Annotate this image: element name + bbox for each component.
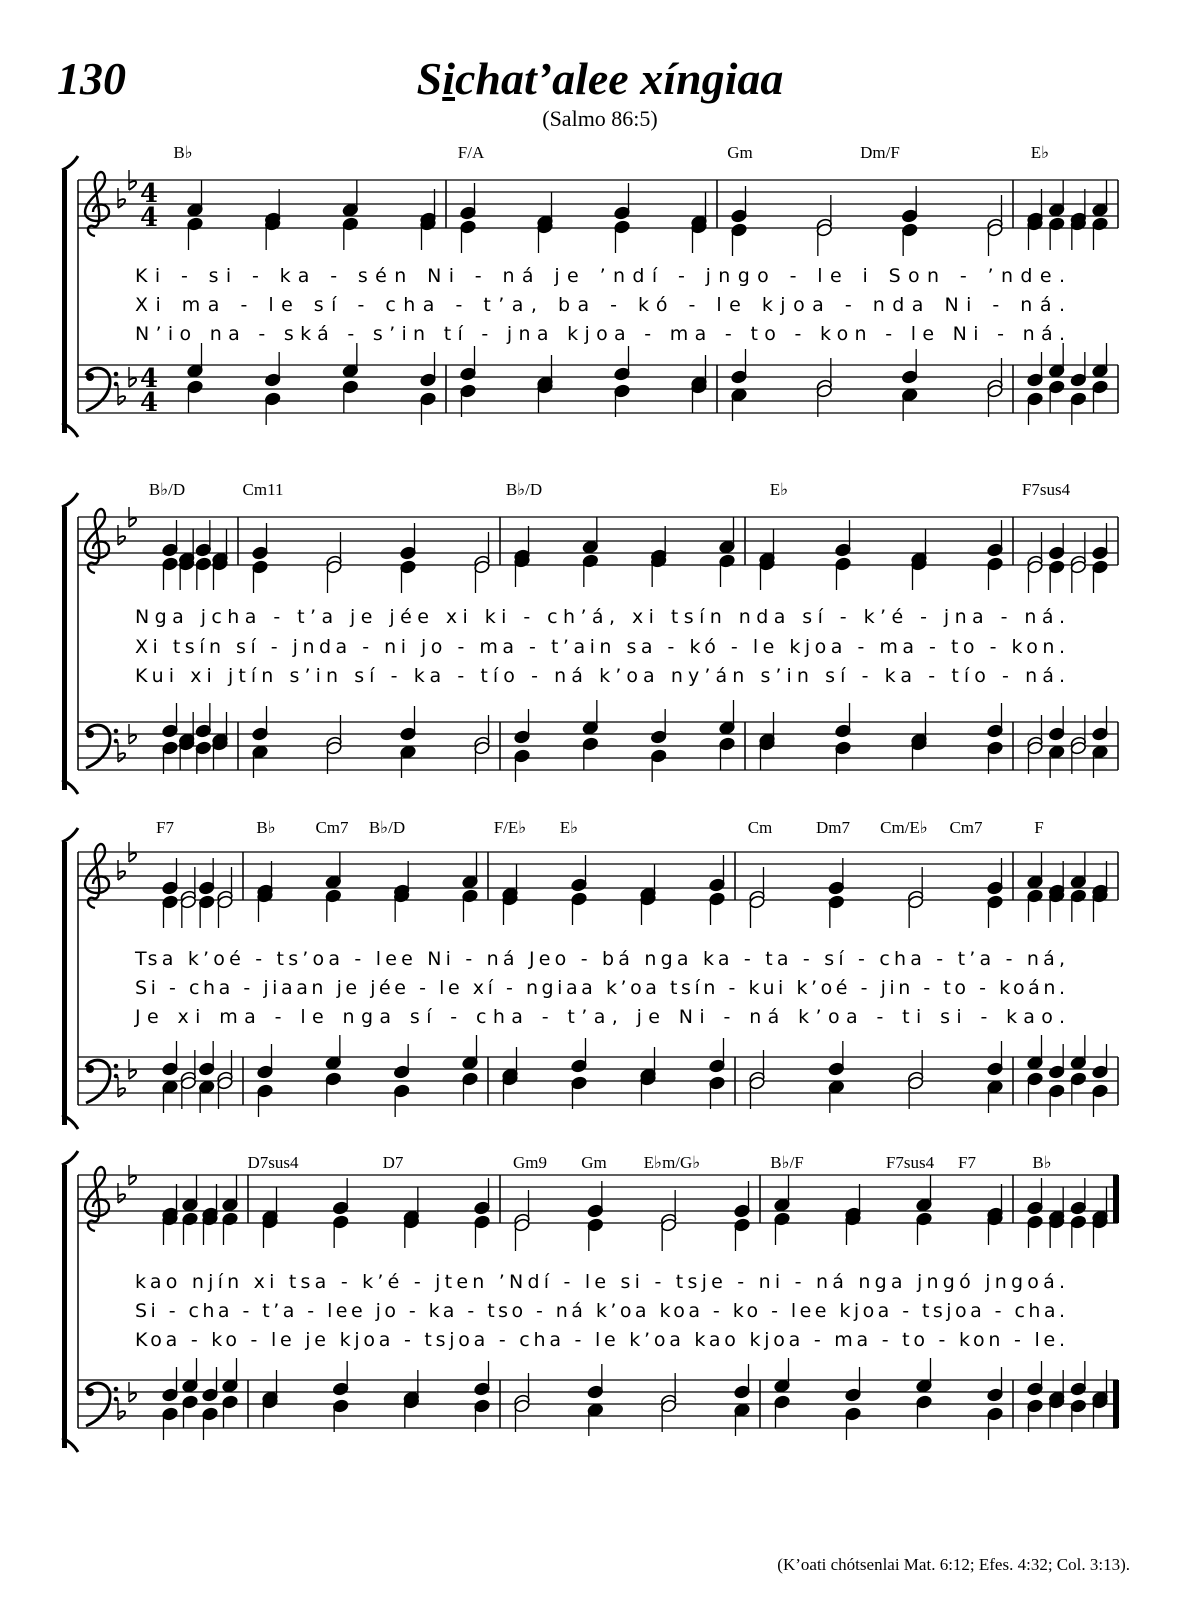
chord-symbol: F	[1034, 818, 1044, 837]
bass-note	[759, 737, 776, 770]
soprano-note	[182, 1175, 199, 1212]
alto-note	[403, 1215, 420, 1248]
alto-note	[719, 554, 736, 587]
alto-note	[774, 1212, 791, 1245]
chord-symbol: F/A	[457, 143, 485, 162]
tenor-note	[916, 1358, 933, 1393]
bass-note	[734, 1403, 751, 1436]
flat-sign-icon	[118, 385, 125, 405]
tenor-note	[731, 349, 748, 384]
tenor-note	[1092, 1044, 1109, 1079]
chord-symbol: B♭	[173, 143, 193, 162]
tenor-note	[325, 1035, 342, 1070]
bass-note	[325, 1072, 342, 1105]
bass-note	[911, 737, 928, 770]
alto-note	[731, 223, 748, 256]
tenor-note	[332, 1361, 349, 1396]
lyric-line-verse-1: Tsa k’oé - ts’oa - lee Ni - ná Jeo - bá nga ka - ta - sí - cha - t’a - ná,	[135, 948, 1065, 970]
svg-text:4: 4	[140, 203, 159, 233]
chord-symbol: Cm/E♭	[880, 818, 928, 837]
alto-note	[987, 895, 1004, 928]
soprano-note	[332, 1178, 349, 1215]
bass-note	[1027, 392, 1044, 425]
tenor-note	[987, 1041, 1004, 1076]
bass-note	[400, 745, 417, 778]
alto-note	[162, 895, 179, 928]
time-signature	[140, 179, 158, 233]
bass-note	[987, 1080, 1004, 1113]
alto-note	[420, 217, 437, 250]
alto-note	[195, 557, 212, 590]
system-bracket	[62, 170, 67, 433]
tenor-note	[195, 703, 212, 738]
alto-note	[222, 1212, 239, 1245]
alto-note	[325, 889, 342, 922]
flat-sign-icon	[118, 1183, 125, 1203]
tenor-note	[1027, 352, 1044, 387]
alto-note	[1070, 217, 1087, 250]
tenor-note	[342, 343, 359, 378]
bass-note	[1070, 392, 1087, 425]
tenor-note	[1027, 1361, 1044, 1396]
alto-note	[987, 1212, 1004, 1245]
alto-note	[264, 217, 281, 250]
tenor-note	[828, 1041, 845, 1076]
svg-text:4: 4	[140, 388, 159, 418]
alto-note	[187, 217, 204, 250]
tenor-note	[252, 706, 269, 741]
alto-note	[342, 217, 359, 250]
footnote: (K’oati chótsenlai Mat. 6:12; Efes. 4:32; Col. 3:13).	[777, 1555, 1130, 1574]
chord-symbol: Cm11	[242, 480, 284, 499]
tenor-note	[202, 1367, 219, 1402]
bass-note	[178, 737, 195, 770]
alto-note	[660, 1218, 677, 1251]
alto-note	[709, 892, 726, 925]
final-barline	[1113, 1175, 1119, 1223]
soprano-note	[719, 517, 736, 554]
alto-note	[178, 557, 195, 590]
title-underlined-letter: i	[442, 53, 455, 104]
tenor-note	[709, 1038, 726, 1073]
alto-note	[1092, 889, 1109, 922]
alto-note	[514, 1218, 531, 1251]
bass-note	[342, 380, 359, 413]
bass-note	[502, 1072, 519, 1105]
tenor-note	[1092, 343, 1109, 378]
bass-note	[182, 1395, 199, 1428]
final-barline	[1113, 1380, 1119, 1428]
tenor-note	[835, 703, 852, 738]
bass-note	[1092, 1395, 1109, 1428]
alto-note	[180, 895, 197, 928]
soprano-note	[460, 183, 477, 220]
tenor-note	[514, 709, 531, 744]
alto-note	[571, 892, 588, 925]
chord-symbol: Cm7	[949, 818, 983, 837]
alto-note	[212, 557, 229, 590]
bass-note	[162, 1080, 179, 1113]
bass-note	[582, 737, 599, 770]
bass-note	[916, 1395, 933, 1428]
chord-symbol: Cm	[747, 818, 773, 837]
tenor-note	[264, 352, 281, 387]
bass-note	[1027, 1072, 1044, 1105]
alto-note	[502, 892, 519, 925]
tenor-note	[1092, 706, 1109, 741]
title-part: chat’alee xíngiaa	[455, 53, 784, 104]
tenor-note	[420, 352, 437, 387]
tenor-note	[162, 1041, 179, 1076]
alto-note	[1027, 560, 1044, 593]
tenor-note	[587, 1364, 604, 1399]
alto-note	[691, 220, 708, 253]
alto-note	[474, 1215, 491, 1248]
alto-note	[217, 895, 234, 928]
soprano-note	[474, 1178, 491, 1215]
soprano-note	[325, 852, 342, 889]
alto-note	[393, 889, 410, 922]
bass-note	[252, 745, 269, 778]
bass-note	[1092, 1084, 1109, 1117]
soprano-note	[162, 520, 179, 557]
flat-sign-icon	[118, 188, 125, 208]
chord-symbol: F7	[958, 1153, 976, 1172]
alto-note	[749, 895, 766, 928]
lyric-line-verse-1: kao njín xi tsa - k’é - jten ’Ndí - le si - tsje - ni - ná nga jngó jngoá.	[134, 1271, 1066, 1293]
lyric-line-verse-2: Xi tsín sí - jnda - ni jo - ma - t’ain sa - kó - le kjoa - ma - to - kon.	[134, 636, 1066, 658]
bracket-top	[62, 828, 78, 842]
bass-note	[845, 1407, 862, 1440]
tenor-note	[393, 1044, 410, 1079]
tenor-note	[719, 700, 736, 735]
chord-symbol: Cm7	[315, 818, 349, 837]
flat-sign-icon	[118, 742, 125, 762]
bass-note	[262, 1395, 279, 1428]
alto-note	[907, 895, 924, 928]
chord-symbol: B♭/D	[368, 818, 406, 837]
soprano-note	[835, 520, 852, 557]
tenor-note	[400, 706, 417, 741]
lyric-line-verse-2: Si - cha - t’a - lee jo - ka - tso - ná k’oa koa - ko - lee kjoa - tsjoa - cha.	[135, 1300, 1065, 1322]
alto-note	[1070, 560, 1087, 593]
alto-note	[835, 557, 852, 590]
bass-note	[1048, 1395, 1065, 1428]
bass-note	[587, 1403, 604, 1436]
system-bracket	[62, 842, 67, 1125]
chord-symbol: E♭	[769, 480, 789, 499]
chord-symbol: E♭m/G♭	[643, 1153, 701, 1172]
bass-note	[774, 1395, 791, 1428]
bracket-top	[62, 156, 78, 170]
alto-note	[1070, 889, 1087, 922]
flat-sign-icon	[118, 1400, 125, 1420]
lyric-line-verse-3: Je xi ma - le nga sí - cha - t’a, je Ni - ná k’oa - ti si - kao.	[135, 1006, 1066, 1028]
alto-note	[987, 557, 1004, 590]
lyric-line-verse-3: N’io na - ská - s’in tí - jna kjoa - ma - to - kon - le Ni - ná.	[134, 323, 1066, 345]
chord-symbol: B♭	[1032, 1153, 1052, 1172]
alto-note	[252, 560, 269, 593]
tenor-note	[162, 703, 179, 738]
alto-note	[845, 1212, 862, 1245]
lyric-line-verse-1: Nga jcha - t’a je jée xi ki - ch’á, xi tsín nda sí - k’é - jna - ná.	[135, 606, 1065, 628]
system-bracket	[62, 507, 67, 790]
alto-note	[1092, 560, 1109, 593]
alto-note	[400, 560, 417, 593]
alto-note	[640, 892, 657, 925]
alto-note	[1070, 1215, 1087, 1248]
chord-symbol: B♭/D	[505, 480, 543, 499]
lyric-line-verse-3: Koa - ko - le je kjoa - tsjoa - cha - le k’oa kao kjoa - ma - to - kon - le.	[135, 1329, 1066, 1351]
tenor-note	[460, 346, 477, 381]
bass-note	[1048, 745, 1065, 778]
soprano-note	[571, 855, 588, 892]
soprano-note	[582, 517, 599, 554]
bass-note	[719, 737, 736, 770]
tenor-note	[462, 1035, 479, 1070]
tenor-note	[198, 1041, 215, 1076]
chord-symbol: Gm9	[513, 1153, 547, 1172]
bass-note	[264, 392, 281, 425]
tenor-note	[901, 349, 918, 384]
alto-note	[901, 223, 918, 256]
soprano-note	[1070, 852, 1087, 889]
alto-note	[1027, 217, 1044, 250]
bass-note	[162, 1407, 179, 1440]
alto-note	[916, 1212, 933, 1245]
bass-note	[420, 392, 437, 425]
bass-note	[537, 380, 554, 413]
chord-symbol: Dm/F	[860, 143, 900, 162]
bass-note	[731, 388, 748, 421]
alto-note	[462, 889, 479, 922]
alto-note	[1092, 1215, 1109, 1248]
soprano-note	[195, 520, 212, 557]
alto-note	[1048, 560, 1065, 593]
svg-text:4: 4	[140, 179, 159, 209]
bass-note	[828, 1080, 845, 1113]
chord-symbol: Dm7	[816, 818, 850, 837]
soprano-note	[1048, 180, 1065, 217]
soprano-note	[614, 183, 631, 220]
bass-note	[901, 388, 918, 421]
bracket-top	[62, 493, 78, 507]
chord-symbol: D7	[382, 1153, 404, 1172]
bass-note	[198, 1080, 215, 1113]
flat-sign-icon	[118, 525, 125, 545]
chord-symbol: B♭	[256, 818, 276, 837]
bass-note	[187, 380, 204, 413]
tenor-note	[257, 1044, 274, 1079]
tenor-note	[987, 703, 1004, 738]
soprano-note	[774, 1175, 791, 1212]
bass-note	[403, 1395, 420, 1428]
soprano-note	[1027, 852, 1044, 889]
soprano-note	[1027, 1178, 1044, 1215]
tenor-note	[571, 1038, 588, 1073]
tenor-note	[1048, 343, 1065, 378]
tenor-note	[187, 343, 204, 378]
lyric-line-verse-3: Kui xi jtín s’in sí - ka - tío - ná k’oa ny’án s’in sí - ka - tío - ná.	[135, 665, 1066, 687]
soprano-note	[462, 852, 479, 889]
tenor-note	[1048, 1044, 1065, 1079]
alto-note	[257, 889, 274, 922]
chord-symbol: Gm	[581, 1153, 607, 1172]
bass-note	[1070, 1072, 1087, 1105]
chord-symbol: B♭/F	[770, 1153, 804, 1172]
tenor-note	[774, 1358, 791, 1393]
soprano-note	[709, 855, 726, 892]
alto-note	[1092, 217, 1109, 250]
alto-note	[734, 1218, 751, 1251]
alto-note	[1048, 1215, 1065, 1248]
alto-note	[537, 220, 554, 253]
flat-sign-icon	[118, 860, 125, 880]
alto-note	[759, 557, 776, 590]
alto-note	[162, 557, 179, 590]
tenor-note	[650, 709, 667, 744]
lyric-line-verse-2: Xi ma - le sí - cha - t’a, ba - kó - le kjoa - nda Ni - ná.	[135, 294, 1066, 316]
hymn-number: 130	[57, 53, 126, 104]
lyric-line-verse-2: Si - cha - jiaan je jée - le xí - ngiaa k’oa tsín - kui k’oé - jin - to - koán.	[135, 977, 1065, 999]
alto-note	[182, 1212, 199, 1245]
alto-note	[614, 220, 631, 253]
alto-note	[202, 1212, 219, 1245]
tenor-note	[222, 1358, 239, 1393]
tenor-note	[582, 700, 599, 735]
alto-note	[1048, 217, 1065, 250]
bass-note	[1092, 380, 1109, 413]
tenor-note	[1027, 1035, 1044, 1070]
bass-note	[640, 1072, 657, 1105]
soprano-note	[222, 1175, 239, 1212]
lyric-line-verse-1: Ki - si - ka - sén Ni - ná je ’ndí - jngo - le i Son - ’nde.	[135, 265, 1066, 287]
bracket-top	[62, 1151, 78, 1165]
tenor-note	[1070, 352, 1087, 387]
alto-note	[1027, 889, 1044, 922]
alto-note	[474, 560, 491, 593]
soprano-note	[1070, 1178, 1087, 1215]
bass-note	[650, 749, 667, 782]
chord-symbol: E♭	[1030, 143, 1050, 162]
title-part: S	[416, 53, 443, 104]
chord-symbol: Gm	[727, 143, 753, 162]
tenor-note	[1070, 1361, 1087, 1396]
soprano-note	[342, 180, 359, 217]
chord-symbol: F7sus4	[885, 1153, 935, 1172]
chord-symbol: B♭/D	[148, 480, 186, 499]
bass-note	[1092, 745, 1109, 778]
bass-note	[1048, 380, 1065, 413]
alto-note	[198, 895, 215, 928]
alto-note	[514, 554, 531, 587]
alto-note	[816, 223, 833, 256]
system-bracket	[62, 1165, 67, 1448]
bass-note	[691, 380, 708, 413]
scripture-reference: (Salmo 86:5)	[542, 106, 658, 131]
chord-symbol: D7sus4	[247, 1153, 299, 1172]
bass-note	[202, 1407, 219, 1440]
alto-note	[162, 1212, 179, 1245]
soprano-note	[916, 1175, 933, 1212]
alto-note	[1027, 1215, 1044, 1248]
alto-note	[582, 554, 599, 587]
bass-note	[212, 737, 229, 770]
alto-note	[911, 557, 928, 590]
flat-sign-icon	[118, 1077, 125, 1097]
alto-note	[828, 895, 845, 928]
chord-symbol: F7	[156, 818, 174, 837]
alto-note	[1048, 889, 1065, 922]
bass-note	[393, 1084, 410, 1117]
alto-note	[262, 1215, 279, 1248]
chord-symbol: F/E♭	[493, 818, 527, 837]
chord-symbol: E♭	[559, 818, 579, 837]
svg-text:4: 4	[140, 364, 159, 394]
time-signature	[140, 364, 158, 418]
bass-note	[514, 749, 531, 782]
soprano-note	[1092, 180, 1109, 217]
tenor-note	[474, 1361, 491, 1396]
tenor-note	[182, 1358, 199, 1393]
bass-note	[1048, 1084, 1065, 1117]
alto-note	[587, 1218, 604, 1251]
tenor-note	[162, 1367, 179, 1402]
tenor-note	[1048, 706, 1065, 741]
alto-note	[460, 220, 477, 253]
chord-symbol: F7sus4	[1021, 480, 1071, 499]
bass-note	[462, 1072, 479, 1105]
alto-note	[332, 1215, 349, 1248]
bass-note	[222, 1395, 239, 1428]
tenor-note	[845, 1367, 862, 1402]
bass-note	[257, 1084, 274, 1117]
tenor-note	[614, 346, 631, 381]
soprano-note	[187, 180, 204, 217]
tenor-note	[734, 1364, 751, 1399]
alto-note	[326, 560, 343, 593]
alto-note	[650, 554, 667, 587]
bass-note	[987, 1407, 1004, 1440]
tenor-note	[987, 1367, 1004, 1402]
tenor-note	[1070, 1035, 1087, 1070]
alto-note	[987, 223, 1004, 256]
soprano-note	[987, 520, 1004, 557]
